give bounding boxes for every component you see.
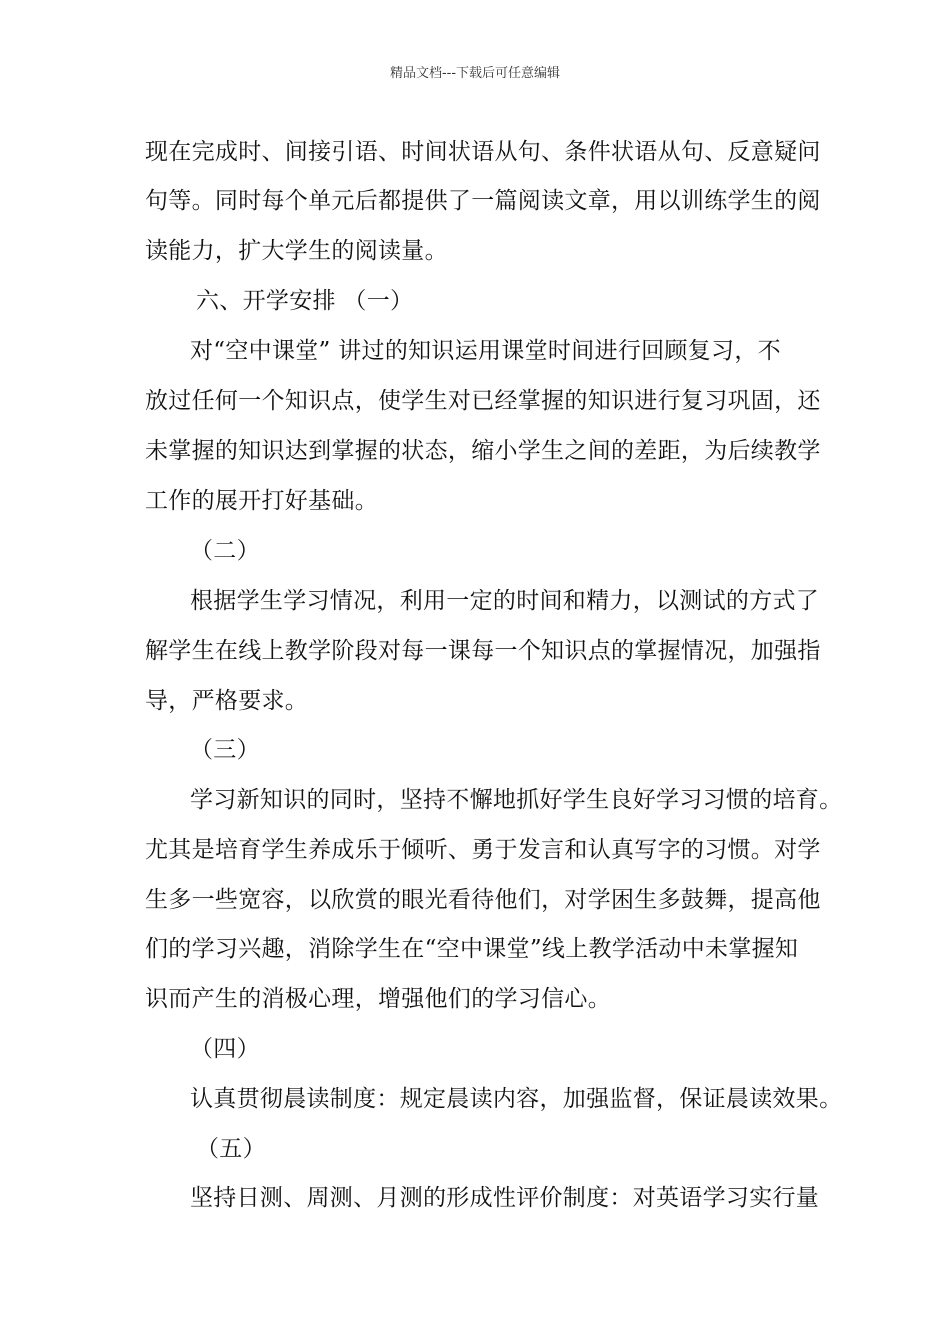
- subsection-label: （五）: [196, 1136, 266, 1162]
- page-header-watermark: 精品文档---下载后可任意编辑: [389, 66, 561, 81]
- text-line: 尤其是培育学生养成乐于倾听、勇于发言和认真写字的习惯。对学: [145, 837, 821, 863]
- section-heading: 六、开学安排 （一）: [196, 288, 414, 314]
- subsection-label: （三）: [190, 737, 260, 763]
- text-line: 现在完成时、间接引语、时间状语从句、条件状语从句、反意疑问: [145, 139, 821, 165]
- text-line: 解学生在线上教学阶段对每一课每一个知识点的掌握情况，加强指: [145, 638, 821, 664]
- text-line: 放过任何一个知识点，使学生对已经掌握的知识进行复习巩固，还: [145, 388, 821, 414]
- text-line: 句等。同时每个单元后都提供了一篇阅读文章，用以训练学生的阅: [145, 188, 821, 214]
- paragraph-start-line: 对“空中课堂” 讲过的知识运用课堂时间进行回顾复习，不: [190, 338, 781, 364]
- paragraph-start-line: 根据学生学习情况，利用一定的时间和精力，以测试的方式了: [190, 588, 820, 614]
- subsection-label: （四）: [190, 1036, 260, 1062]
- subsection-label: （二）: [190, 538, 260, 564]
- text-line: 未掌握的知识达到掌握的状态，缩小学生之间的差距，为后续教学: [145, 438, 821, 464]
- paragraph-start-line: 坚持日测、周测、月测的形成性评价制度：对英语学习实行量: [190, 1185, 820, 1211]
- paragraph-start-line: 认真贯彻晨读制度：规定晨读内容，加强监督，保证晨读效果。: [190, 1086, 843, 1112]
- text-line: 导，严格要求。: [145, 688, 309, 714]
- paragraph-start-line: 学习新知识的同时，坚持不懈地抓好学生良好学习习惯的培育。: [190, 787, 843, 813]
- text-line: 们的学习兴趣，消除学生在“空中课堂”线上教学活动中未掌握知: [145, 936, 799, 962]
- text-line: 生多一些宽容，以欣赏的眼光看待他们，对学困生多鼓舞，提高他: [145, 887, 821, 913]
- text-line: 工作的展开打好基础。: [145, 488, 378, 514]
- text-line: 读能力，扩大学生的阅读量。: [145, 238, 448, 264]
- text-line: 识而产生的消极心理，增强他们的学习信心。: [145, 986, 611, 1012]
